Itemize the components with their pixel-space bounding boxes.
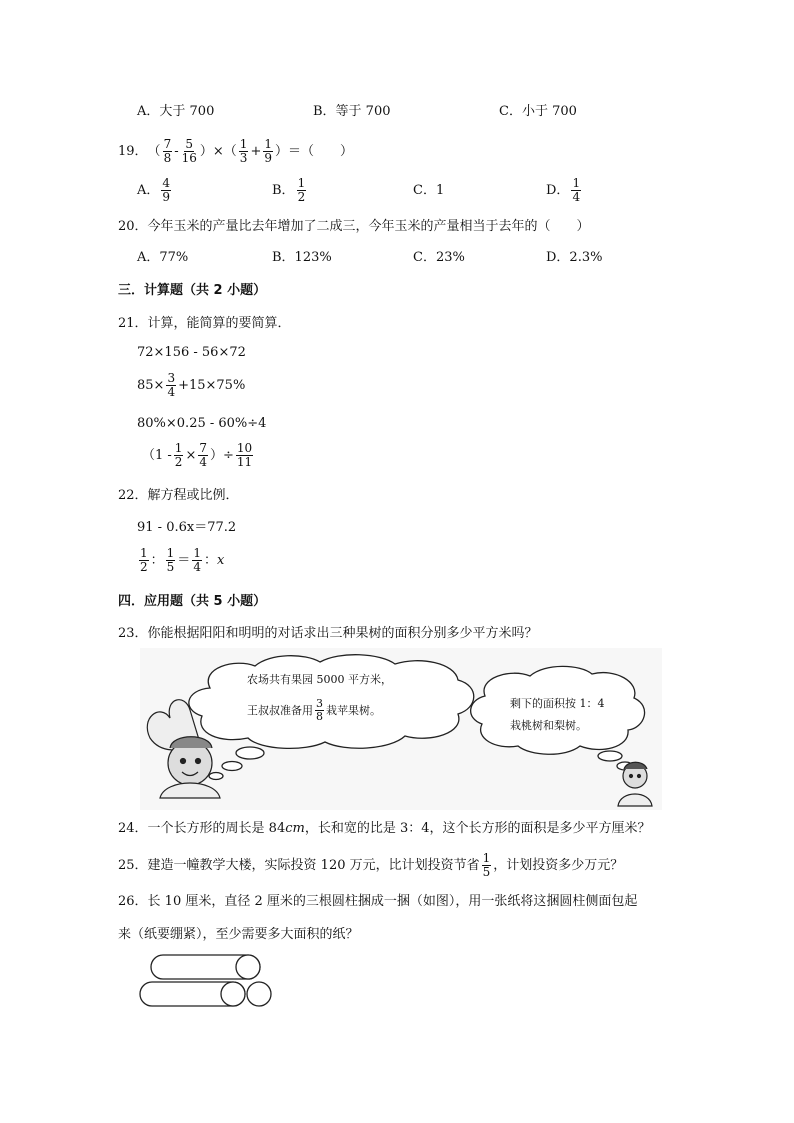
q19-frac-3: $\frac{1}{3}$ [239, 137, 248, 165]
q18-option-a: A．大于 700 [137, 104, 215, 119]
cloud-2-line-1: 剩下的面积按 1：4 [510, 697, 605, 710]
q18-option-c: C．小于 700 [499, 104, 577, 119]
q26-question-line-1: 26．长 10 厘米，直径 2 厘米的三根圆柱捆成一捆（如图），用一张纸将这捆圆柱侧面包起 [118, 894, 638, 909]
q19-times: ）×（ [199, 143, 237, 159]
q24-question: 24．一个长方形的周长是 84cm，长和宽的比是 3：4，这个长方形的面积是多少平方厘米？ [118, 821, 651, 836]
q19-minus: - [174, 143, 179, 159]
q22-equation: 91 - 0.6x＝77.2 [137, 520, 237, 535]
q19-option-d: D． $\frac{1}{4}$ [546, 176, 581, 204]
q19-frac-2: $\frac{5}{16}$ [181, 137, 197, 165]
q21-expr-4: （1 - $\frac{1}{2}$ × $\frac{7}{4}$ ）÷ $\frac{10}{11}$ [142, 441, 253, 469]
q21-expr-3: 80%×0.25 - 60%÷4 [137, 416, 267, 431]
q25-question: 25．建造一幢教学大楼，实际投资 120 万元，比计划投资节省 $\frac{1}{5}$ ，计划投资多少万元？ [118, 851, 624, 879]
q19-frac-1: $\frac{7}{8}$ [163, 137, 172, 165]
three-cylinders-diagram [138, 952, 278, 1012]
q23-illustration [140, 648, 662, 810]
q23-question: 23．你能根据阳阳和明明的对话求出三种果树的面积分别多少平方米吗？ [118, 626, 538, 641]
q19-plus: + [250, 143, 262, 159]
q19-frac-4: $\frac{1}{9}$ [264, 137, 272, 165]
q19-question [118, 138, 353, 164]
q20-option-b: B．123% [272, 250, 332, 265]
q18-option-b: B．等于 700 [313, 104, 391, 119]
q22-question: 22．解方程或比例． [118, 488, 239, 503]
q21-expr-1: 72×156 - 56×72 [137, 345, 246, 360]
cloud-2-line-2: 栽桃树和梨树。 [510, 719, 587, 732]
q19-number: 19． [118, 143, 148, 159]
q20-option-c: C．23% [413, 250, 465, 265]
q20-question: 20．今年玉米的产量比去年增加了二成三，今年玉米的产量相当于去年的（ ） [118, 219, 590, 234]
q22-proportion: $\frac{1}{2}$ ： $\frac{1}{5}$ ＝ $\frac{1}{4}$ ： x [140, 546, 225, 574]
section-3-heading: 三．计算题（共 2 小题） [118, 283, 267, 298]
q21-expr-2: 85× $\frac{3}{4}$ +15×75% [137, 371, 246, 399]
q20-option-a: A．77% [137, 250, 189, 265]
q21-question: 21．计算，能简算的要简算． [118, 316, 291, 331]
cylinders-figure [138, 952, 278, 1015]
q19-tail: ）＝（ ） [274, 143, 353, 159]
cloud-1-line-2: 王叔叔准备用 $\frac{3}{8}$ 栽苹果树。 [247, 697, 381, 723]
q19-option-b: B． $\frac{1}{2}$ [272, 176, 306, 204]
section-4-heading: 四．应用题（共 5 小题） [118, 594, 267, 609]
q19-option-a: A． $\frac{4}{9}$ [137, 176, 171, 204]
q19-open-paren: （ [147, 143, 161, 159]
cloud-1-line-1: 农场共有果园 5000 平方米， [247, 673, 392, 686]
q26-question-line-2: 来（纸要绷紧），至少需要多大面积的纸？ [118, 927, 359, 942]
q19-option-c: C．1 [413, 183, 445, 198]
q20-option-d: D．2.3% [546, 250, 603, 265]
